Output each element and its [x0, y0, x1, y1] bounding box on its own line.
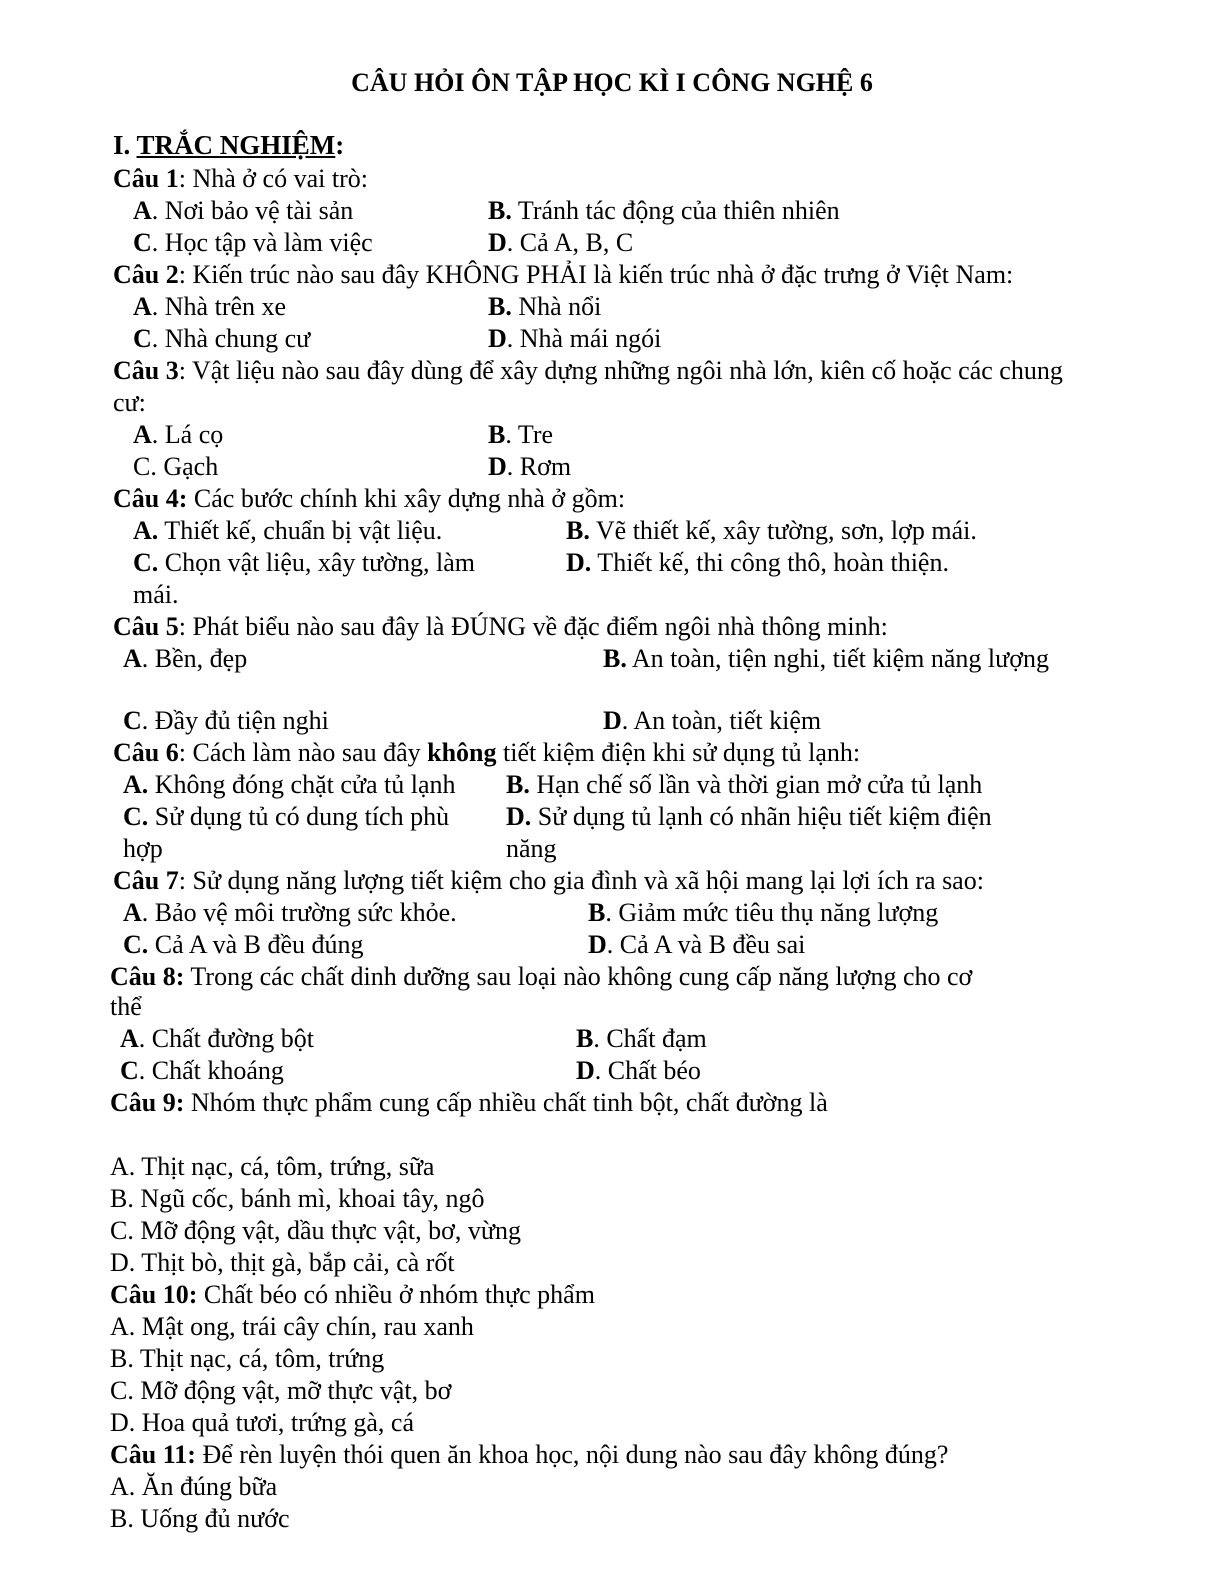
q1-option-d — [488, 228, 633, 258]
option-label: A. — [123, 770, 149, 799]
question-label: Câu 4: — [113, 484, 188, 513]
option-text: D. Hoa quả tươi, trứng gà, cá — [110, 1408, 415, 1437]
option-text: Sử dụng tủ lạnh có nhãn hiệu tiết kiệm điện — [531, 802, 992, 831]
q6-option-a — [123, 770, 456, 800]
option-text: năng — [506, 834, 557, 863]
q5-option-d — [603, 706, 821, 736]
section-heading — [113, 130, 344, 160]
q4-option-a — [133, 516, 442, 546]
q4-option-c — [133, 548, 475, 578]
q4-option-c-continued — [133, 580, 179, 610]
question-4 — [113, 484, 625, 514]
q4-option-b — [566, 516, 977, 546]
option-text: . Rơm — [506, 452, 572, 481]
q8-option-b — [576, 1024, 707, 1054]
question-text: : Phát biểu nào sau đây là ĐÚNG về đặc điểm ngôi nhà thông minh: — [178, 612, 888, 641]
q6-option-d-continued — [506, 834, 557, 864]
option-label: A — [123, 898, 142, 927]
q9-option-c — [110, 1216, 521, 1246]
question-text: cư: — [113, 388, 146, 417]
q6-option-d — [506, 802, 992, 832]
option-text: A. Thịt nạc, cá, tôm, trứng, sữa — [110, 1152, 435, 1181]
option-label: B. — [488, 292, 512, 321]
question-1 — [113, 164, 368, 194]
section-colon: : — [335, 130, 345, 160]
q7-option-a — [123, 898, 457, 928]
section-label: TRẮC NGHIỆM — [136, 130, 336, 160]
question-label: Câu 3 — [113, 356, 179, 385]
q8-option-a — [120, 1024, 314, 1054]
q3-option-b — [488, 420, 553, 450]
q7-option-b — [588, 898, 938, 928]
option-label: B — [488, 420, 506, 449]
option-text: A. Ăn đúng bữa — [110, 1472, 278, 1501]
option-label: B — [576, 1024, 594, 1053]
option-label: D. — [506, 802, 532, 831]
q1-option-c — [133, 228, 373, 258]
option-label: C. — [123, 802, 149, 831]
option-label: D — [576, 1056, 595, 1085]
q7-option-d — [588, 930, 805, 960]
option-label: C — [133, 324, 152, 353]
question-text: Để rèn luyện thói quen ăn khoa học, nội dung nào sau đây không đúng? — [195, 1440, 949, 1469]
option-text: An toàn, tiện nghi, tiết kiệm năng lượng — [626, 644, 1049, 673]
q10-option-a — [110, 1312, 474, 1342]
option-text: . Chất béo — [594, 1056, 701, 1085]
question-text: : Cách làm nào sau đây — [178, 738, 428, 767]
question-9 — [110, 1088, 828, 1118]
option-text: B. Thịt nạc, cá, tôm, trứng — [110, 1344, 385, 1373]
page-title: CÂU HỎI ÔN TẬP HỌC KÌ I CÔNG NGHỆ 6 — [351, 68, 873, 97]
option-text: . Nhà mái ngói — [506, 324, 662, 353]
question-3-continued — [113, 388, 146, 418]
option-label: B. — [506, 770, 530, 799]
question-label: Câu 1 — [113, 164, 179, 193]
option-label: C — [120, 1056, 139, 1085]
q5-option-c — [123, 706, 329, 736]
option-text: mái. — [133, 580, 179, 609]
question-text: Chất béo có nhiều ở nhóm thực phẩm — [197, 1280, 595, 1309]
option-label: D — [603, 706, 622, 735]
q11-option-b — [110, 1504, 290, 1534]
question-text: : Nhà ở có vai trò: — [178, 164, 368, 193]
q2-option-b — [488, 292, 601, 322]
q2-option-d — [488, 324, 661, 354]
question-label: Câu 10: — [110, 1280, 198, 1309]
option-label: A — [133, 420, 152, 449]
option-text: . Nơi bảo vệ tài sản — [151, 196, 354, 225]
option-text: . Chất khoáng — [138, 1056, 284, 1085]
question-text: : Vật liệu nào sau đây dùng để xây dựng những ngôi nhà lớn, kiên cố hoặc các chung — [178, 356, 1063, 385]
q2-option-a — [133, 292, 286, 322]
option-text: . An toàn, tiết kiệm — [621, 706, 822, 735]
option-label: B — [588, 898, 606, 927]
q3-option-c — [133, 452, 218, 482]
q10-option-b — [110, 1344, 384, 1374]
question-6 — [113, 738, 860, 768]
question-8 — [110, 962, 972, 992]
option-text: . Nhà trên xe — [151, 292, 287, 321]
option-text: . Chất đường bột — [138, 1024, 314, 1053]
question-2 — [113, 260, 1013, 290]
question-label: Câu 2 — [113, 260, 179, 289]
option-text: . Bền, đẹp — [141, 644, 248, 673]
option-text: . Chất đạm — [593, 1024, 707, 1053]
question-label: Câu 11: — [110, 1440, 196, 1469]
question-text: : Sử dụng năng lượng tiết kiệm cho gia đình và xã hội mang lại lợi ích ra sao: — [178, 866, 984, 895]
option-label: D — [588, 930, 607, 959]
question-emphasis: không — [427, 738, 497, 767]
option-label: A. — [133, 516, 159, 545]
option-text: Sử dụng tủ có dung tích phù — [148, 802, 450, 831]
question-11 — [110, 1440, 948, 1470]
q3-option-a — [133, 420, 223, 450]
question-text: Các bước chính khi xây dựng nhà ở gồm: — [187, 484, 626, 513]
option-text: Nhà nổi — [511, 292, 602, 321]
question-text: thể — [110, 992, 142, 1021]
option-text: . Đầy đủ tiện nghi — [141, 706, 329, 735]
option-label: C — [123, 706, 142, 735]
q5-option-a — [123, 644, 247, 674]
option-label: C. — [133, 548, 159, 577]
option-label: D — [488, 452, 507, 481]
option-label: B. — [566, 516, 590, 545]
option-text: Không đóng chặt cửa tủ lạnh — [148, 770, 456, 799]
question-label: Câu 6 — [113, 738, 179, 767]
question-label: Câu 9: — [110, 1088, 185, 1117]
option-text: D. Thịt bò, thịt gà, bắp cải, cà rốt — [110, 1248, 455, 1277]
option-text: Chọn vật liệu, xây tường, làm — [158, 548, 475, 577]
option-text: . Học tập và làm việc — [151, 228, 373, 257]
q6-option-c-continued — [123, 834, 163, 864]
question-text: Trong các chất dinh dưỡng sau loại nào không cung cấp năng lượng cho cơ — [184, 962, 973, 991]
option-text: Thiết kế, chuẩn bị vật liệu. — [158, 516, 443, 545]
option-label: A — [133, 292, 152, 321]
question-label: Câu 8: — [110, 962, 185, 991]
question-10 — [110, 1280, 595, 1310]
q9-option-d — [110, 1248, 455, 1278]
q2-option-c — [133, 324, 310, 354]
option-text: . Lá cọ — [151, 420, 224, 449]
section-number: I. — [113, 130, 137, 160]
option-text: . Tre — [505, 420, 554, 449]
q6-option-b — [506, 770, 982, 800]
question-text: : Kiến trúc nào sau đây KHÔNG PHẢI là kiến trúc nhà ở đặc trưng ở Việt Nam: — [178, 260, 1014, 289]
q6-option-c — [123, 802, 449, 832]
option-label: B. — [603, 644, 627, 673]
option-text: Tránh tác động của thiên nhiên — [511, 196, 840, 225]
question-label: Câu 7 — [113, 866, 179, 895]
option-text: . Bảo vệ môi trường sức khỏe. — [141, 898, 457, 927]
q1-option-b — [488, 196, 840, 226]
q8-option-d — [576, 1056, 701, 1086]
option-text: B. Uống đủ nước — [110, 1504, 290, 1533]
option-text: C. Gạch — [133, 452, 219, 481]
option-text: C. Mỡ động vật, mỡ thực vật, bơ — [110, 1376, 452, 1405]
option-text: Cả A và B đều đúng — [148, 930, 364, 959]
q1-option-a — [133, 196, 353, 226]
q7-option-c — [123, 930, 364, 960]
question-text: tiết kiệm điện khi sử dụng tủ lạnh: — [496, 738, 861, 767]
question-5 — [113, 612, 888, 642]
option-text: . Giảm mức tiêu thụ năng lượng — [605, 898, 939, 927]
q9-option-b — [110, 1184, 485, 1214]
question-8-continued — [110, 992, 142, 1022]
option-text: . Cả A, B, C — [506, 228, 634, 257]
q8-option-c — [120, 1056, 284, 1086]
option-text: Thiết kế, thi công thô, hoàn thiện. — [591, 548, 949, 577]
q10-option-c — [110, 1376, 451, 1406]
q4-option-d — [566, 548, 949, 578]
option-text: hợp — [123, 834, 163, 863]
q5-option-b — [603, 644, 1049, 674]
option-text: Hạn chế số lần và thời gian mở cửa tủ lạnh — [529, 770, 983, 799]
option-label: C — [133, 228, 152, 257]
option-text: Vẽ thiết kế, xây tường, sơn, lợp mái. — [589, 516, 977, 545]
option-label: A — [123, 644, 142, 673]
q9-option-a — [110, 1152, 434, 1182]
option-text: . Cả A và B đều sai — [606, 930, 806, 959]
option-label: B. — [488, 196, 512, 225]
option-text: B. Ngũ cốc, bánh mì, khoai tây, ngô — [110, 1184, 485, 1213]
option-label: D — [488, 228, 507, 257]
q11-option-a — [110, 1472, 277, 1502]
q10-option-d — [110, 1408, 414, 1438]
q3-option-d — [488, 452, 571, 482]
option-text: C. Mỡ động vật, dầu thực vật, bơ, vừng — [110, 1216, 521, 1245]
option-label: C. — [123, 930, 149, 959]
option-text: A. Mật ong, trái cây chín, rau xanh — [110, 1312, 474, 1341]
option-label: D. — [566, 548, 592, 577]
option-label: A — [120, 1024, 139, 1053]
question-3 — [113, 356, 1063, 386]
question-7 — [113, 866, 984, 896]
question-text: Nhóm thực phẩm cung cấp nhiều chất tinh bột, chất đường là — [184, 1088, 828, 1117]
question-label: Câu 5 — [113, 612, 179, 641]
option-text: . Nhà chung cư — [151, 324, 311, 353]
option-label: A — [133, 196, 152, 225]
option-label: D — [488, 324, 507, 353]
